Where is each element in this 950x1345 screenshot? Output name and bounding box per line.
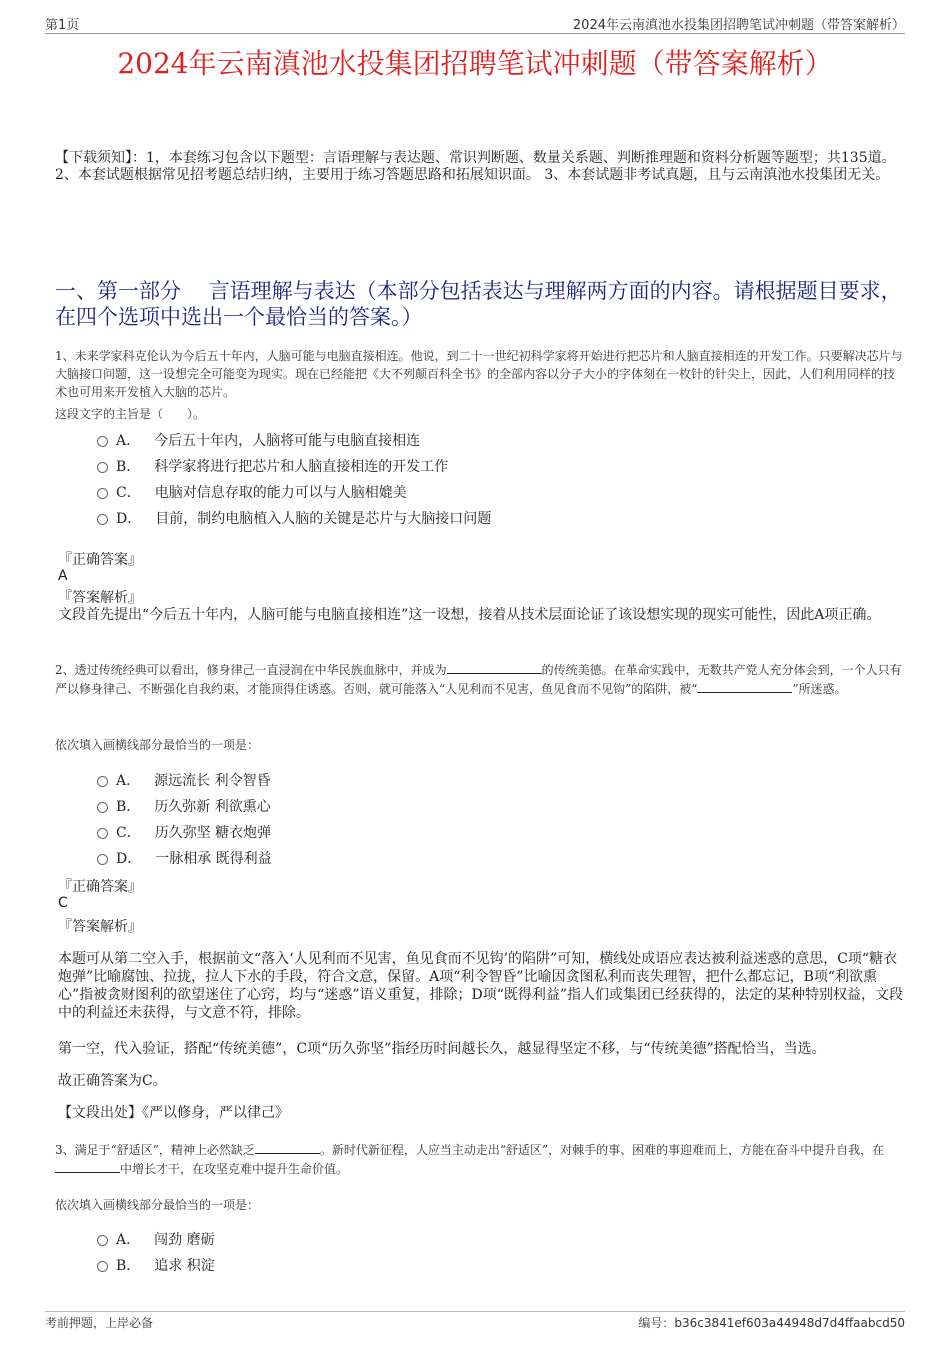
question-2-source: 【文段出处】《严以修身，严以律己》 [58, 1105, 289, 1121]
document-title: 2024年云南滇池水投集团招聘笔试冲刺题（带答案解析） [117, 47, 833, 80]
question-2-analysis-1: 本题可从第二空入手，根据前文“落入‘人见利而不见害，鱼见食而不见钩’的陷阱”可知，横线处成语应表达被利益迷惑的意思，C项“糖衣炮弹”比喻腐蚀、拉拢，拉人下水的手段，符合文意，保留。A项“利令智昏”比喻因贪图私利而丧失理智，把什么都忘记，B项“利欲熏心”指被贪财图利的欲望迷住了心窍，均与“迷惑”语义重复，排除；D项“既得利益”指人们或集团已经获得的，法定的某种特别权益，文段中的利益还未获得，与文意不符，排除。 [58, 951, 904, 1021]
fill-blank [447, 660, 542, 674]
radio-icon[interactable] [97, 854, 108, 865]
question-3-option-a[interactable]: A． 闯劲 磨砺 [97, 1229, 215, 1249]
fill-blank [697, 679, 792, 693]
question-1-option-c[interactable]: C． 电脑对信息存取的能力可以与人脑相媲美 [97, 482, 407, 502]
question-1-option-d[interactable]: D． 目前，制约电脑植入人脑的关键是芯片与大脑接口问题 [97, 508, 491, 528]
download-notice: 【下载须知】：1，本套练习包含以下题型：言语理解与表达题、常识判断题、数量关系题、判断推理题和资料分析题等题型；共135道。 2、本套试题根据常见招考题总结归纳，主要用于练习答题思路和拓展知识面。 3、本套试题非考试真题，且与云南滇池水投集团无关。 [55, 150, 896, 183]
question-2-prompt: 依次填入画横线部分最恰当的一项是： [55, 738, 260, 752]
question-2-option-a[interactable]: A． 源远流长 利令智昏 [97, 770, 271, 790]
answer-analysis-label: 『答案解析』 [58, 919, 142, 935]
radio-icon[interactable] [97, 488, 108, 499]
question-2-stem: 2、透过传统经典可以看出，修身律己一直浸润在中华民族血脉中，并成为 的传统美德。在革命实践中，无数共产党人充分体会到，一个人只有严以修身律己、不断强化自我约束，才能顶得住诱惑。否则，就可能落入“人见利而不见害，鱼见食而不见钩”的陷阱，被“ ”所迷惑。 [55, 660, 905, 698]
question-1-option-b[interactable]: B． 科学家将进行把芯片和人脑直接相连的开发工作 [97, 456, 448, 476]
radio-icon[interactable] [97, 828, 108, 839]
question-1-option-a[interactable]: A． 今后五十年内，人脑将可能与电脑直接相连 [97, 430, 420, 450]
question-2-answer: C [58, 895, 68, 911]
question-2-option-b[interactable]: B． 历久弥新 利欲熏心 [97, 796, 271, 816]
question-1-analysis: 文段首先提出“今后五十年内，人脑可能与电脑直接相连”这一设想，接着从技术层面论证了该设想实现的现实可能性，因此A项正确。 [58, 607, 881, 623]
radio-icon[interactable] [97, 776, 108, 787]
question-3-stem: 3、满足于“舒适区”，精神上必然缺乏 。新时代新征程，人应当主动走出“舒适区”，对棘手的事、困难的事迎难而上，方能在奋斗中提升自我，在中增长才干，在攻坚克难中提升生命价值。 [55, 1140, 905, 1178]
radio-icon[interactable] [97, 802, 108, 813]
question-2-option-c[interactable]: C． 历久弥坚 糖衣炮弹 [97, 822, 271, 842]
answer-analysis-label: 『答案解析』 [58, 590, 142, 606]
correct-answer-label: 『正确答案』 [58, 879, 142, 895]
question-3-prompt: 依次填入画横线部分最恰当的一项是： [55, 1198, 260, 1212]
section-heading: 一、第一部分 言语理解与表达（本部分包括表达与理解两方面的内容。请根据题目要求，在四个选项中选出一个最恰当的答案。） [55, 279, 902, 329]
question-1-answer: A [58, 568, 68, 584]
question-2-analysis-3: 故正确答案为C。 [58, 1073, 167, 1089]
question-1-stem: 1、未来学家科克伦认为今后五十年内，人脑可能与电脑直接相连。他说，到二十一世纪初科学家将开始进行把芯片和人脑直接相连的开发工作。只要解决芯片与大脑接口问题，这一设想完全可能变为现实。现在已经能把《大不列颠百科全书》的全部内容以分子大小的字体刻在一枚针的针尖上，因此，人们利用同样的技术也可用来开发植入大脑的芯片。 [55, 349, 903, 399]
radio-icon[interactable] [97, 436, 108, 447]
footer-slogan: 考前押题，上岸必备 [45, 1316, 154, 1330]
question-3-option-b[interactable]: B． 追求 积淀 [97, 1255, 215, 1275]
radio-icon[interactable] [97, 462, 108, 473]
radio-icon[interactable] [97, 514, 108, 525]
fill-blank [255, 1140, 320, 1154]
document-code: 编号：b36c3841ef603a44948d7d4ffaabcd50 [638, 1316, 905, 1330]
radio-icon[interactable] [97, 1235, 108, 1246]
radio-icon[interactable] [97, 1261, 108, 1272]
correct-answer-label: 『正确答案』 [58, 552, 142, 568]
question-2-option-d[interactable]: D． 一脉相承 既得利益 [97, 848, 272, 868]
footer-divider [45, 1311, 905, 1312]
fill-blank [55, 1159, 120, 1173]
running-title: 2024年云南滇池水投集团招聘笔试冲刺题（带答案解析） [572, 18, 905, 33]
header-divider [45, 33, 905, 34]
page-number: 第1页 [45, 18, 80, 33]
question-2-analysis-2: 第一空，代入验证，搭配“传统美德”，C项“历久弥坚”指经历时间越长久，越显得坚定不移，与“传统美德”搭配恰当，当选。 [58, 1041, 826, 1057]
question-1-prompt: 这段文字的主旨是（ ）。 [55, 407, 206, 421]
